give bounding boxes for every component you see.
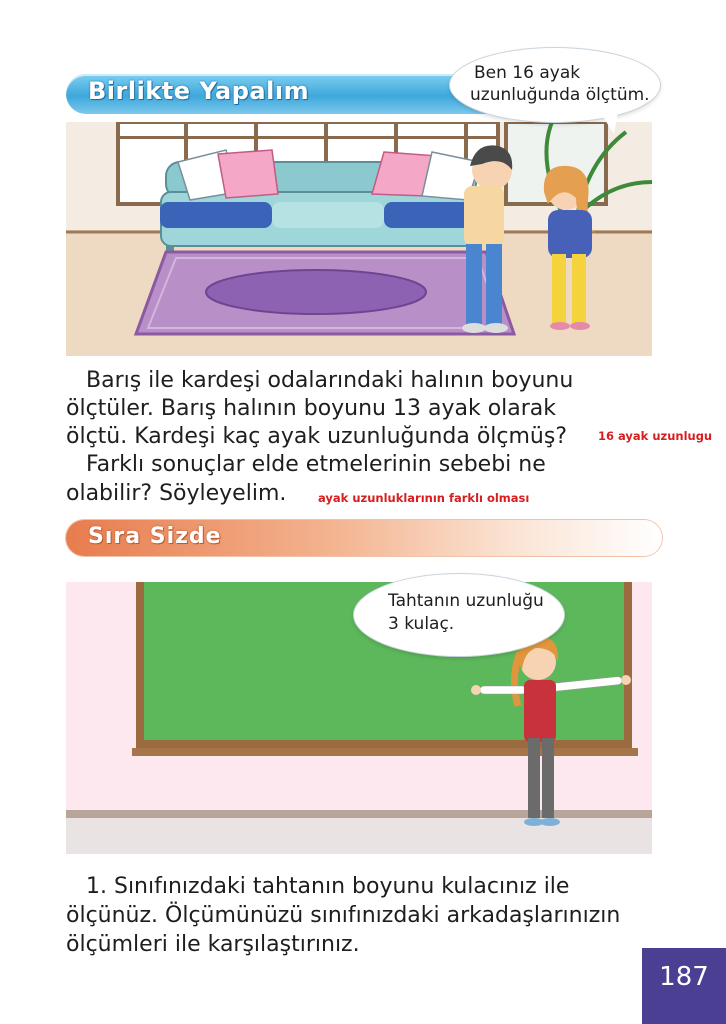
exercise-line-3: ölçümleri ile karşılaştırınız. [66,932,360,957]
exercise-line-2: ölçünüz. Ölçümünüzü sınıfınızdaki arkadaşlarınızın [66,903,621,928]
speech-bubble-text [470,62,650,106]
room-illustration [66,122,652,356]
paragraph-line-4: Farklı sonuçlar elde etmelerinin sebebi ne [86,452,546,477]
speech-bubble-text-2 [388,590,548,636]
speech-line: Tahtanın uzunluğu [388,591,544,611]
paragraph-line-1: Barış ile kardeşi odalarındaki halının boyunu [86,368,574,393]
speech-line: Ben 16 ayak [474,63,581,83]
paragraph-line-2: ölçtüler. Barış halının boyunu 13 ayak olarak [66,396,557,421]
speech-bubble-tail [600,112,618,134]
speech-line: 3 kulaç. [388,614,455,634]
paragraph-line-5: olabilir? Söyleyelim. [66,481,287,506]
page-number: 187 [659,962,709,992]
answer-annotation-1: 16 ayak uzunlugu [598,429,713,443]
section-title: Birlikte Yapalım [88,77,310,105]
paragraph-line-3: ölçtü. Kardeşi kaç ayak uzunluğunda ölçmüş? [66,424,568,449]
speech-line: uzunluğunda ölçtüm. [470,85,650,105]
exercise-line-1: 1. Sınıfınızdaki tahtanın boyunu kulacınız ile [86,874,570,899]
answer-annotation-2: ayak uzunluklarının farklı olması [318,491,530,505]
room-scene [66,122,652,356]
section-title: Sıra Sizde [88,524,222,549]
